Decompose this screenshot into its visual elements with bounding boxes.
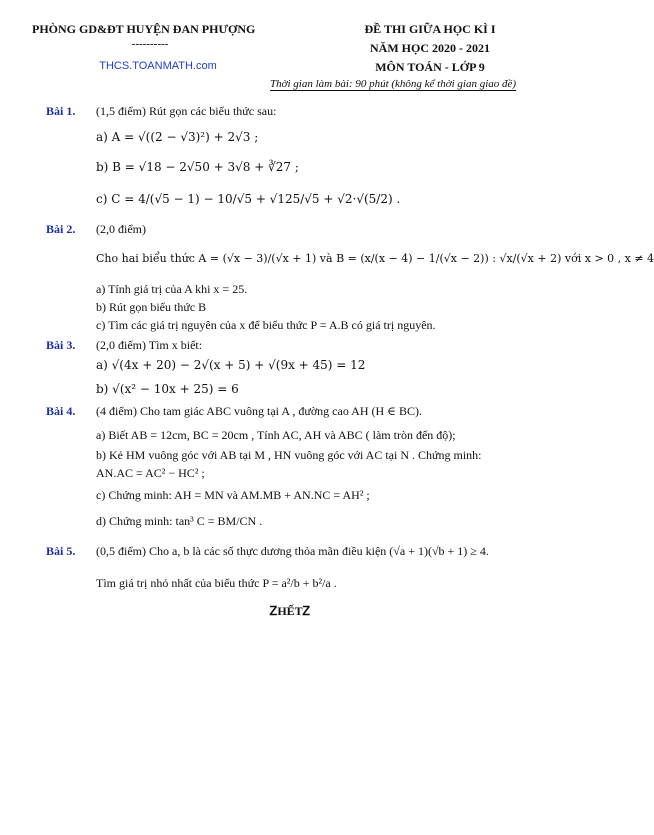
- problem-5-find: Tìm giá trị nhỏ nhất của biểu thức P = a²/b + b²/a .: [96, 576, 337, 590]
- problem-2-intro: (2,0 điểm): [96, 222, 146, 236]
- problem-5-intro: (0,5 điểm) Cho a, b là các số thực dương thỏa mãn điều kiện (√a + 1)(√b + 1) ≥ 4.: [96, 544, 489, 558]
- problem-4-label: Bài 4.: [46, 404, 76, 418]
- department-name: PHÒNG GD&ĐT HUYỆN ĐAN PHƯỢNG: [32, 22, 256, 36]
- problem-2-given: Cho hai biểu thức A = (√x − 3)/(√x + 1) và B = (x/(x − 4) − 1/(√x − 2)) : √x/(√x + 2) với x > 0 , x ≠ 4: [96, 252, 654, 265]
- problem-4b-line2: AN.AC = AC² − HC² ;: [96, 466, 205, 480]
- problem-1a: a) A = √((2 − √3)²) + 2√3 ;: [96, 130, 259, 144]
- problem-4-intro: (4 điểm) Cho tam giác ABC vuông tại A , đường cao AH (H ∈ BC).: [96, 404, 423, 418]
- end-marker: ᏃHẾTᏃ: [269, 604, 311, 618]
- school-year: NĂM HỌC 2020 - 2021: [370, 41, 490, 55]
- problem-3b: b) √(x² − 10x + 25) = 6: [96, 382, 239, 396]
- problem-1-label: Bài 1.: [46, 104, 76, 118]
- problem-4a: a) Biết AB = 12cm, BC = 20cm , Tính AC, AH và ABC ( làm tròn đến độ);: [96, 428, 456, 442]
- problem-2-label: Bài 2.: [46, 222, 76, 236]
- problem-1c: c) C = 4/(√5 − 1) − 10/√5 + √125/√5 + √2·√(5/2) .: [96, 192, 401, 206]
- problem-4b-line1: b) Kẻ HM vuông góc với AB tại M , HN vuông góc với AC tại N . Chứng minh:: [96, 448, 482, 462]
- website-watermark: THCS.TOANMATH.com: [99, 60, 217, 72]
- problem-3a: a) √(4x + 20) − 2√(x + 5) + √(9x + 45) = 12: [96, 358, 366, 372]
- problem-5-label: Bài 5.: [46, 544, 76, 558]
- time-note: Thời gian làm bài: 90 phút (không kể thời gian giao đề): [270, 78, 517, 90]
- problem-3-label: Bài 3.: [46, 338, 76, 352]
- problem-4c: c) Chứng minh: AH = MN và AM.MB + AN.NC = AH² ;: [96, 488, 370, 502]
- problem-4d: d) Chứng minh: tan³ C = BM/CN .: [96, 514, 263, 528]
- problem-1-intro: (1,5 điểm) Rút gọn các biểu thức sau:: [96, 104, 277, 118]
- problem-2a: a) Tính giá trị của A khi x = 25.: [96, 282, 248, 296]
- header-dashes: ----------: [131, 38, 169, 50]
- problem-2b: b) Rút gọn biểu thức B: [96, 300, 207, 314]
- problem-1b: b) B = √18 − 2√50 + 3√8 + ∛27 ;: [96, 160, 299, 174]
- problem-2c: c) Tìm các giá trị nguyên của x để biểu thức P = A.B có giá trị nguyên.: [96, 318, 436, 332]
- subject-grade: MÔN TOÁN - LỚP 9: [375, 60, 485, 74]
- exam-title: ĐỀ THI GIỮA HỌC KÌ I: [364, 22, 496, 36]
- problem-3-intro: (2,0 điểm) Tìm x biết:: [96, 338, 203, 352]
